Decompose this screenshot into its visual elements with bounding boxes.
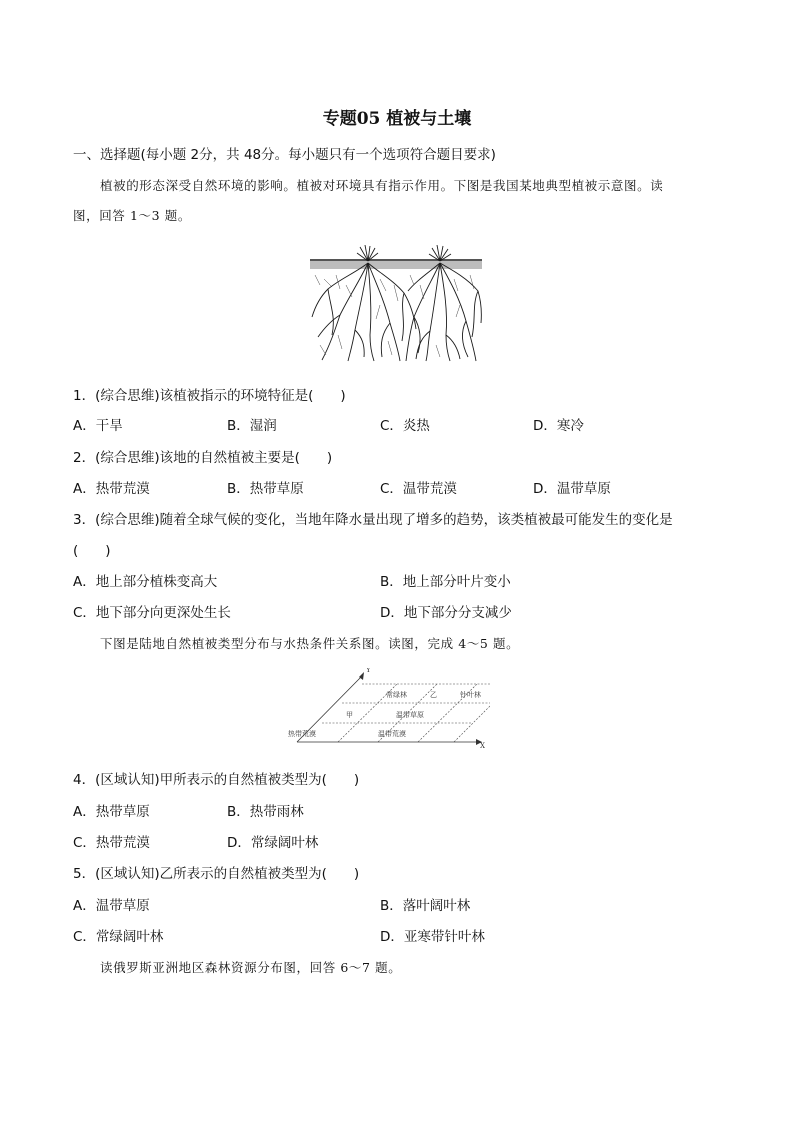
q5-option-d: D．亚寒带针叶林	[380, 929, 485, 945]
q3-option-c: C．地下部分向更深处生长	[73, 605, 231, 621]
question-4: 4．(区域认知)甲所表示的自然植被类型为( )	[73, 772, 360, 788]
cell-temperate-desert: 温带荒漠	[378, 730, 406, 738]
page-title: 专题05 植被与土壤	[322, 109, 472, 129]
question-2: 2．(综合思维)该地的自然植被主要是( )	[73, 450, 333, 466]
question-1: 1．(综合思维)该植被指示的环境特征是( )	[73, 388, 346, 404]
intro-1-line-2: 图，回答 1～3 题。	[73, 208, 191, 223]
q1-option-b: B．湿润	[227, 418, 277, 434]
q3-option-a: A．地上部分植株变高大	[73, 574, 218, 590]
q4-option-b: B．热带雨林	[227, 804, 304, 820]
q5-option-a: A．温带草原	[73, 898, 150, 914]
q2-option-d: D．温带草原	[533, 481, 611, 497]
intro-1-line-1: 植被的形态深受自然环境的影响。植被对环境具有指示作用。下图是我国某地典型植被示意图。读	[100, 178, 664, 193]
intro-3: 读俄罗斯亚洲地区森林资源分布图，回答 6～7 题。	[100, 960, 402, 975]
question-3: 3．(综合思维)随着全球气候的变化，当地年降水量出现了增多的趋势，该类植被最可能发生的变化是	[73, 512, 673, 528]
q2-option-b: B．热带草原	[227, 481, 304, 497]
cell-tropical-desert: 热带荒漠	[288, 730, 316, 738]
q2-option-a: A．热带荒漠	[73, 481, 150, 497]
q3-option-d: D．地下部分分支减少	[380, 605, 512, 621]
q3-option-b: B．地上部分叶片变小	[380, 574, 511, 590]
q1-option-d: D．寒冷	[533, 418, 584, 434]
vegetation-root-figure	[310, 245, 482, 363]
root-illustration	[310, 245, 482, 363]
q2-option-c: C．温带荒漠	[380, 481, 457, 497]
q5-option-b: B．落叶阔叶林	[380, 898, 471, 914]
cell-yi: 乙	[430, 691, 437, 699]
axis-y-label: Y	[366, 668, 371, 674]
q4-option-d: D．常绿阔叶林	[227, 835, 319, 851]
q5-option-c: C．常绿阔叶林	[73, 929, 164, 945]
cell-coniferous: 针叶林	[460, 691, 481, 699]
vegetation-distribution-figure	[282, 668, 490, 752]
question-3-cont: ( )	[73, 543, 111, 559]
q1-option-c: C．炎热	[380, 418, 430, 434]
vegetation-grid-diagram	[282, 668, 490, 752]
q4-option-c: C．热带荒漠	[73, 835, 150, 851]
intro-2: 下图是陆地自然植被类型分布与水热条件关系图。读图，完成 4～5 题。	[100, 636, 520, 651]
cell-jia: 甲	[346, 711, 353, 719]
cell-evergreen: 常绿林	[386, 691, 407, 699]
section-heading: 一、选择题(每小题 2分，共 48分。每小题只有一个选项符合题目要求)	[73, 147, 496, 163]
question-5: 5．(区域认知)乙所表示的自然植被类型为( )	[73, 866, 360, 882]
q4-option-a: A．热带草原	[73, 804, 150, 820]
q1-option-a: A．干旱	[73, 418, 123, 434]
axis-x-label: X	[480, 742, 485, 750]
cell-temperate-steppe: 温带草原	[396, 711, 424, 719]
